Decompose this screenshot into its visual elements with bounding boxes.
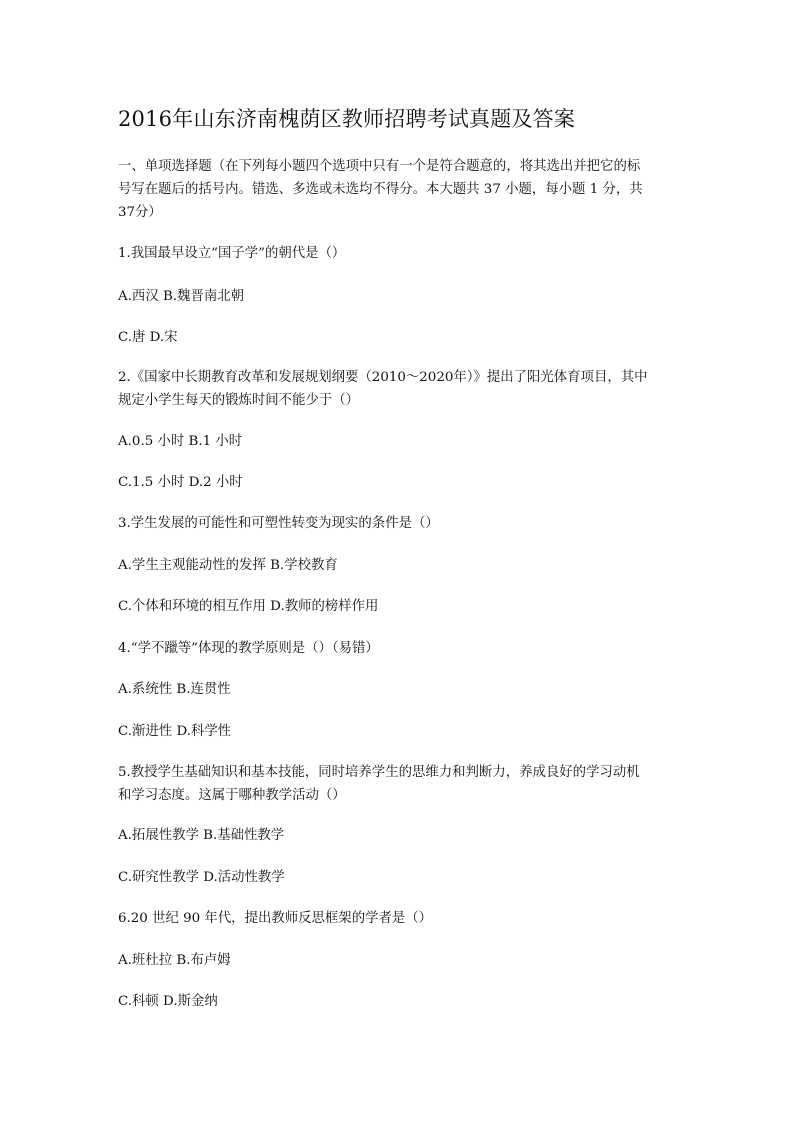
option-row: A.学生主观能动性的发挥 B.学校教育 xyxy=(118,558,338,573)
question-6-option-row-1 xyxy=(118,949,678,972)
question-4-option-row-2 xyxy=(118,720,678,743)
option-row: C.个体和环境的相互作用 D.教师的榜样作用 xyxy=(118,599,379,614)
question-6-option-row-2 xyxy=(118,990,678,1013)
option-row: C.1.5 小时 D.2 小时 xyxy=(118,475,243,490)
question-5-stem xyxy=(118,761,678,807)
instructions-line-2: 号写在题后的括号内。错选、多选或未选均不得分。本大题共 37 小题，每小题 1 分，共 xyxy=(118,182,643,197)
question-stem-line: 4.“学不躐等”体现的教学原则是（）（易错） xyxy=(118,641,379,656)
question-3-option-row-1 xyxy=(118,554,678,577)
page-title: 2016年山东济南槐荫区教师招聘考试真题及答案 xyxy=(118,107,576,131)
option-row: C.研究性教学 D.活动性教学 xyxy=(118,870,285,885)
question-stem-line: 6.20 世纪 90 年代，提出教师反思框架的学者是（） xyxy=(118,911,433,926)
option-row: A.拓展性教学 B.基础性教学 xyxy=(118,828,285,843)
question-4-stem xyxy=(118,637,678,660)
question-5-option-row-1 xyxy=(118,824,678,847)
question-stem-line: 5.教授学生基础知识和基本技能，同时培养学生的思维力和判断力，养成良好的学习动机 xyxy=(118,765,640,780)
option-row: C.唐 D.宋 xyxy=(118,330,178,345)
option-row: A.系统性 B.连贯性 xyxy=(118,682,231,697)
question-5-option-row-2 xyxy=(118,866,678,889)
question-stem-line: 2.《国家中长期教育改革和发展规划纲要（2010～2020年）》提出了阳光体育项目，其中 xyxy=(118,370,648,385)
option-row: C.渐进性 D.科学性 xyxy=(118,724,232,739)
question-2-stem xyxy=(118,366,678,412)
question-6-stem xyxy=(118,907,678,930)
question-4-option-row-1 xyxy=(118,678,678,701)
option-row: A.班杜拉 B.布卢姆 xyxy=(118,953,231,968)
option-row: C.科顿 D.斯金纳 xyxy=(118,994,218,1009)
instructions-line-3: 37分） xyxy=(118,205,162,220)
question-2-option-row-2 xyxy=(118,471,678,494)
instructions-line-1: 一、单项选择题（在下列每小题四个选项中只有一个是符合题意的，将其选出并把它的标 xyxy=(118,159,641,174)
option-row: A.0.5 小时 B.1 小时 xyxy=(118,434,243,449)
question-2-option-row-1 xyxy=(118,430,678,453)
option-row: A.西汉 B.魏晋南北朝 xyxy=(118,289,245,304)
question-stem-line: 规定小学生每天的锻炼时间不能少于（） xyxy=(118,393,360,408)
question-stem-line: 3.学生发展的可能性和可塑性转变为现实的条件是（） xyxy=(118,516,439,531)
question-stem-line: 1.我国最早设立“国子学”的朝代是（） xyxy=(118,246,346,261)
section-instructions xyxy=(118,155,678,224)
question-1-option-row-2 xyxy=(118,326,678,349)
question-stem-line: 和学习态度。这属于哪种教学活动（） xyxy=(118,788,346,803)
question-1-stem xyxy=(118,242,678,265)
question-3-stem xyxy=(118,512,678,535)
question-3-option-row-2 xyxy=(118,595,678,618)
question-1-option-row-1 xyxy=(118,285,678,308)
